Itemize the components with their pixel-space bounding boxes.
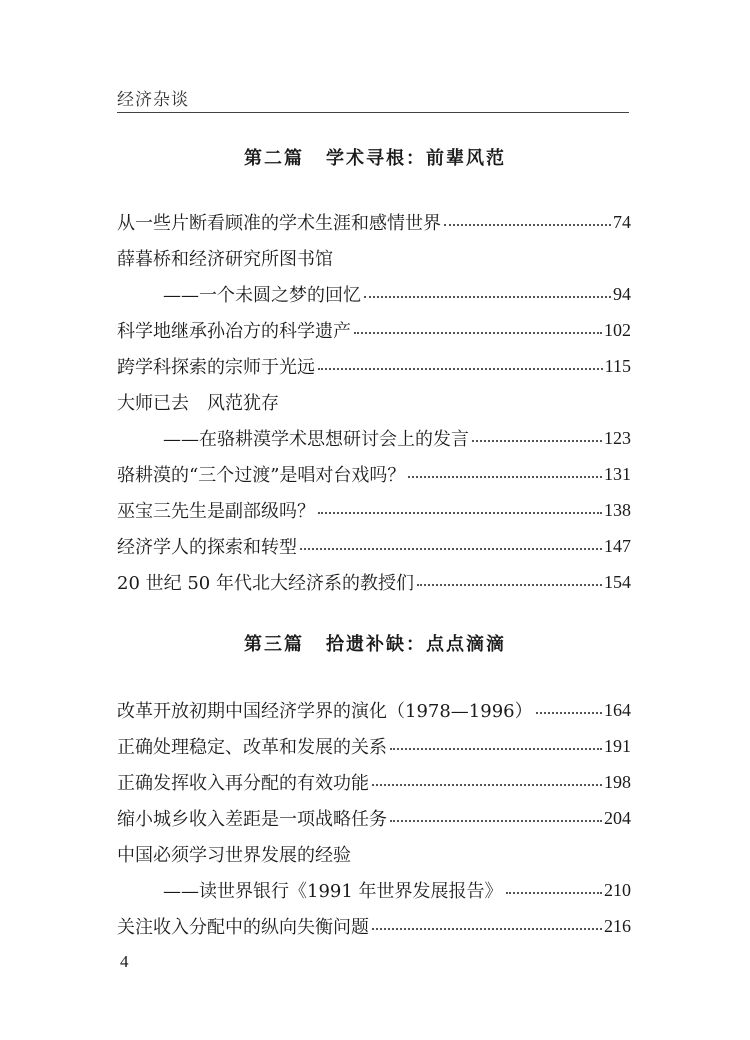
entry-title: 骆耕漠的“三个过渡”是唱对台戏吗？ xyxy=(117,465,406,486)
header-rule xyxy=(117,112,629,113)
entry-page: 102 xyxy=(604,319,631,340)
entry-page: 115 xyxy=(604,355,631,376)
entry-title: ——读世界银行《1991 年世界发展报告》 xyxy=(163,881,503,902)
toc-entry[interactable] xyxy=(117,528,631,564)
entry-title: 经济学人的探索和转型 xyxy=(117,537,297,558)
toc-entry[interactable] xyxy=(117,728,631,764)
toc-list xyxy=(117,692,631,944)
leader-dots xyxy=(318,512,602,514)
entry-title: 关注收入分配中的纵向失衡问题 xyxy=(117,917,369,938)
entry-title: 科学地继承孙冶方的科学遗产 xyxy=(117,321,351,342)
leader-dots xyxy=(408,476,602,478)
toc-entry[interactable] xyxy=(117,764,631,800)
entry-title: 改革开放初期中国经济学界的演化（1978—1996） xyxy=(117,701,533,722)
toc-entry[interactable] xyxy=(117,836,631,872)
leader-dots xyxy=(372,784,602,786)
entry-page: 147 xyxy=(604,535,631,556)
running-head: 经济杂谈 xyxy=(117,90,189,110)
leader-dots xyxy=(390,820,602,822)
toc-entry[interactable] xyxy=(117,692,631,728)
entry-title: 中国必须学习世界发展的经验 xyxy=(117,845,351,866)
page-number: 4 xyxy=(120,952,129,971)
entry-page: 123 xyxy=(604,427,631,448)
entry-title: ——在骆耕漠学术思想研讨会上的发言 xyxy=(163,429,469,450)
toc-entry[interactable] xyxy=(117,800,631,836)
section-title: 学术寻根：前辈风范 xyxy=(326,148,506,169)
toc-list xyxy=(117,204,631,600)
toc-entry[interactable] xyxy=(117,908,631,944)
entry-title: ——一个未圆之梦的回忆 xyxy=(163,285,361,306)
entry-page: 94 xyxy=(613,283,631,304)
entry-title: 从一些片断看顾准的学术生涯和感情世界 xyxy=(117,213,441,234)
leader-dots xyxy=(444,224,611,226)
entry-page: 164 xyxy=(604,699,631,720)
leader-dots xyxy=(364,296,611,298)
toc-entry[interactable] xyxy=(117,204,631,240)
entry-title: 正确处理稳定、改革和发展的关系 xyxy=(117,737,387,758)
toc-entry-subtitle[interactable] xyxy=(117,872,631,908)
section-label: 第三篇 xyxy=(244,634,304,655)
leader-dots xyxy=(390,748,602,750)
entry-page: 216 xyxy=(604,915,631,936)
toc-entry[interactable] xyxy=(117,456,631,492)
entry-title: 正确发挥收入再分配的有效功能 xyxy=(117,773,369,794)
entry-page: 138 xyxy=(604,499,631,520)
toc-entry[interactable] xyxy=(117,240,631,276)
leader-dots xyxy=(417,584,602,586)
leader-dots xyxy=(318,368,603,370)
entry-page: 74 xyxy=(613,211,631,232)
toc-entry[interactable] xyxy=(117,564,631,600)
section-label: 第二篇 xyxy=(244,148,304,169)
leader-dots xyxy=(354,332,602,334)
entry-page: 154 xyxy=(604,571,631,592)
entry-title: 大师已去 风范犹存 xyxy=(117,393,279,414)
toc-entry[interactable] xyxy=(117,348,631,384)
entry-title: 跨学科探索的宗师于光远 xyxy=(117,357,315,378)
leader-dots xyxy=(472,440,602,442)
toc-entry[interactable] xyxy=(117,312,631,348)
leader-dots xyxy=(536,712,602,714)
toc-entry-subtitle[interactable] xyxy=(117,276,631,312)
section-heading xyxy=(0,630,750,656)
section-heading xyxy=(0,144,750,170)
entry-title: 缩小城乡收入差距是一项战略任务 xyxy=(117,809,387,830)
entry-page: 191 xyxy=(604,735,631,756)
leader-dots xyxy=(300,548,602,550)
toc-entry[interactable] xyxy=(117,492,631,528)
entry-page: 198 xyxy=(604,771,631,792)
toc-entry-subtitle[interactable] xyxy=(117,420,631,456)
entry-page: 204 xyxy=(604,807,631,828)
entry-title: 薛暮桥和经济研究所图书馆 xyxy=(117,249,333,270)
toc-entry[interactable] xyxy=(117,384,631,420)
entry-page: 210 xyxy=(604,879,631,900)
entry-page: 131 xyxy=(604,463,631,484)
leader-dots xyxy=(372,928,602,930)
entry-title: 巫宝三先生是副部级吗？ xyxy=(117,501,315,522)
leader-dots xyxy=(506,892,602,894)
entry-title: 20 世纪 50 年代北大经济系的教授们 xyxy=(117,573,414,594)
section-title: 拾遗补缺：点点滴滴 xyxy=(326,634,506,655)
